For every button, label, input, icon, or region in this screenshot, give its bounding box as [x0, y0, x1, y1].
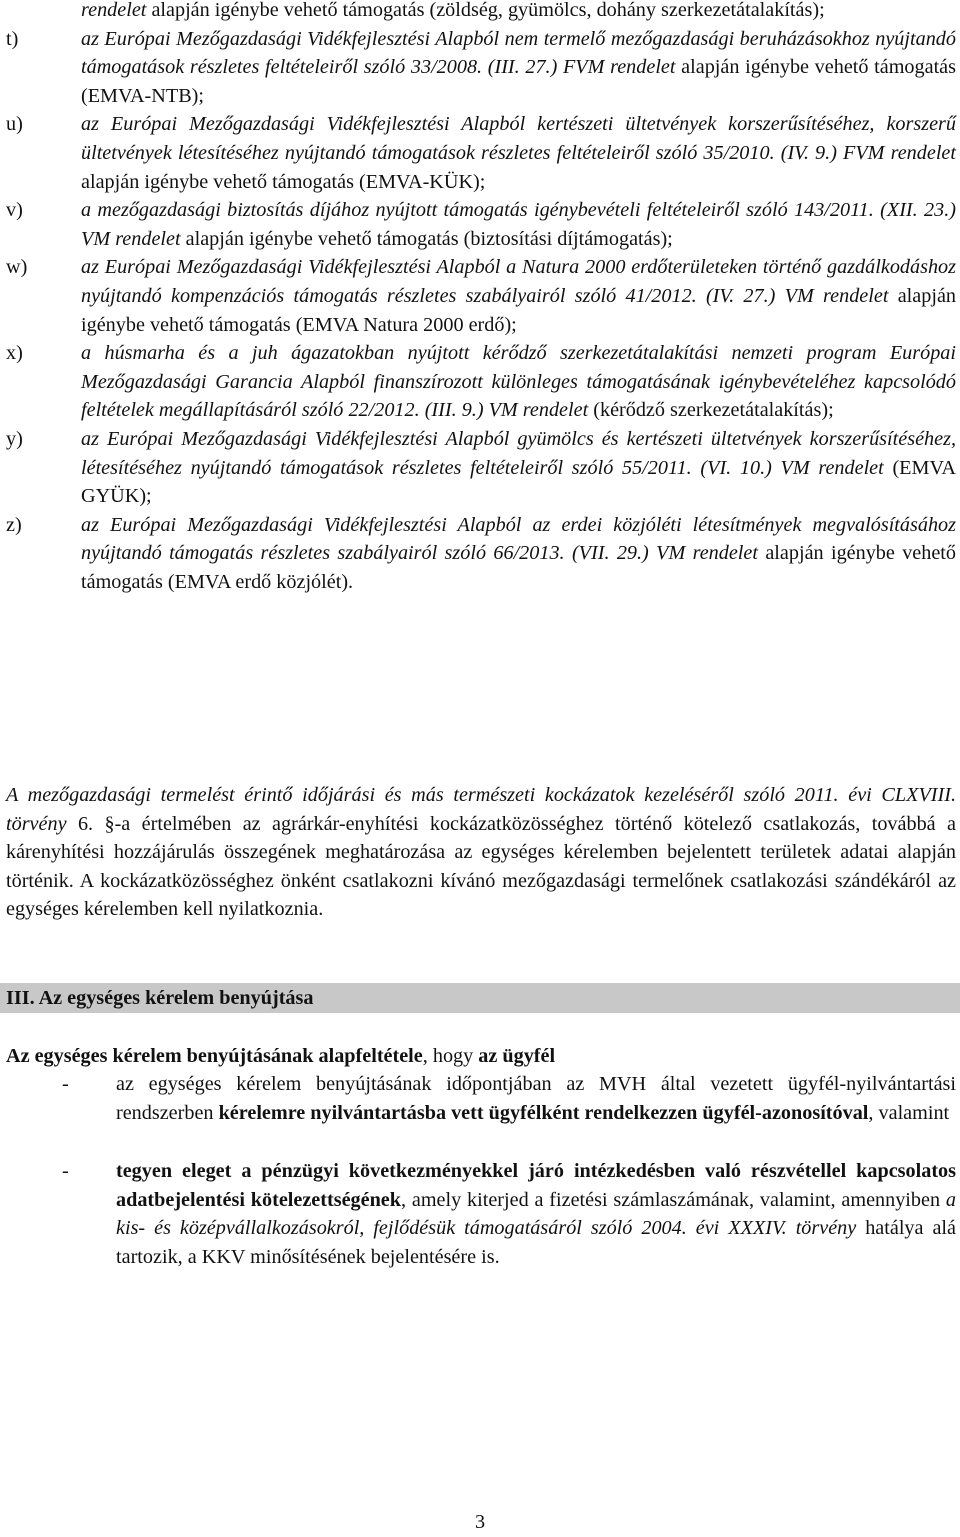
page-number: 3 [474, 1511, 486, 1533]
list-label: x) [6, 342, 23, 365]
bullet-dash: - [62, 1160, 69, 1182]
list-label: y) [6, 427, 23, 450]
list-item-w: w) az Európai Mezőgazdasági Vidékfejlesztési Alapból a Natura 2000 erdőterületeken történő gazdálkodáshoz nyújtandó kompenzációs támogatás részletes szabályairól szóló 41/2012. (IV. 27.) VM rendelet alapján igénybe vehető támogatás (EMVA Natura 2000 erdő); [6, 253, 956, 339]
list-label: t) [6, 27, 19, 50]
bullet-item-2: - tegyen eleget a pénzügyi következményekkel járó intézkedésben való részvétellel kapcsolatos adatbejelentési kötelezettségének, amely kiterjed a fizetési számlaszámának, valamint, amennyiben a kis- és középvállalkozásokról, fejlődésük támogatásáról szóló 2004. évi XXXIV. törvény hatálya alá tartozik, a KKV minősítésének bejelentésére is. [6, 1157, 956, 1271]
list-item-z: z) az Európai Mezőgazdasági Vidékfejlesztési Alapból az erdei közjóléti létesítmények megvalósításához nyújtandó támogatás részletes szabályairól szóló 66/2013. (VII. 29.) VM rendelet alapján igénybe vehető támogatás (EMVA erdő közjólét). [6, 511, 956, 597]
list-item-v: v) a mezőgazdasági biztosítás díjához nyújtott támogatás igénybevételi feltételeiről szóló 143/2011. (XII. 23.) VM rendelet alapján igénybe vehető támogatás (biztosítási díjtámogatás); [6, 196, 956, 253]
bullet-dash: - [62, 1073, 69, 1095]
list-item-continuation: rendelet alapján igénybe vehető támogatás (zöldség, gyümölcs, dohány szerkezetátalakítás); [81, 0, 825, 21]
section-title: Az egységes kérelem benyújtása [38, 987, 314, 1009]
bullet-item-1: - az egységes kérelem benyújtásának időpontjában az MVH által vezetett ügyfél-nyilvántartási rendszerben kérelemre nyilvántartásba vett ügyfélként rendelkezzen ügyfél-azonosítóval, valamint [6, 1070, 956, 1127]
regulation-list [6, 0, 956, 596]
list-item-t: t) az Európai Mezőgazdasági Vidékfejlesztési Alapból nem termelő mezőgazdasági beruházásokhoz nyújtandó támogatások részletes feltételeiről szóló 33/2008. (III. 27.) FVM rendelet alapján igénybe vehető támogatás (EMVA-NTB); [6, 25, 956, 111]
law-paragraph: A mezőgazdasági termelést érintő időjárási és más természeti kockázatok kezeléséről szóló 2011. évi CLXVIII. törvény 6. §-a értelmében az agrárkár-enyhítési kockázatközösséghez történő kötelező csatlakozás, továbbá a kárenyhítési hozzájárulás összegének meghatározása az egységes kérelemben bejelentett területek adatai alapján történik. A kockázatközösséghez önként csatlakozni kívánó mezőgazdasági termelőnek csatlakozási szándékáról az egységes kérelemben kell nyilatkoznia. [6, 784, 956, 921]
list-label: z) [6, 513, 22, 536]
list-item-x: x) a húsmarha és a juh ágazatokban nyújtott kérődző szerkezetátalakítási nemzeti program Európai Mezőgazdasági Garancia Alapból finanszírozott különleges támogatásának igénybevételéhez kapcsolódó feltételek megállapításáról szóló 22/2012. (III. 9.) VM rendelet (kérődző szerkezetátalakítás); [6, 339, 956, 425]
section-number: III. [6, 987, 35, 1009]
list-item-y: y) az Európai Mezőgazdasági Vidékfejlesztési Alapból gyümölcs és kertészeti ültetvények korszerűsítéséhez, létesítéséhez nyújtandó támogatások részletes feltételeiről szóló 55/2011. (VI. 10.) VM rendelet (EMVA GYÜK); [6, 425, 956, 511]
intro-sentence: Az egységes kérelem benyújtásának alapfeltétele, hogy az ügyfél [6, 1045, 556, 1067]
section-heading [0, 983, 960, 1013]
list-label: u) [6, 113, 23, 136]
list-label: w) [6, 256, 28, 279]
list-item-u: u) az Európai Mezőgazdasági Vidékfejlesztési Alapból kertészeti ültetvények korszerűsítéséhez, korszerű ültetvények létesítéséhez nyújtandó támogatások részletes feltételeiről szóló 35/2010. (IV. 9.) FVM rendelet alapján igénybe vehető támogatás (EMVA-KÜK); [6, 110, 956, 196]
list-label: v) [6, 199, 23, 222]
